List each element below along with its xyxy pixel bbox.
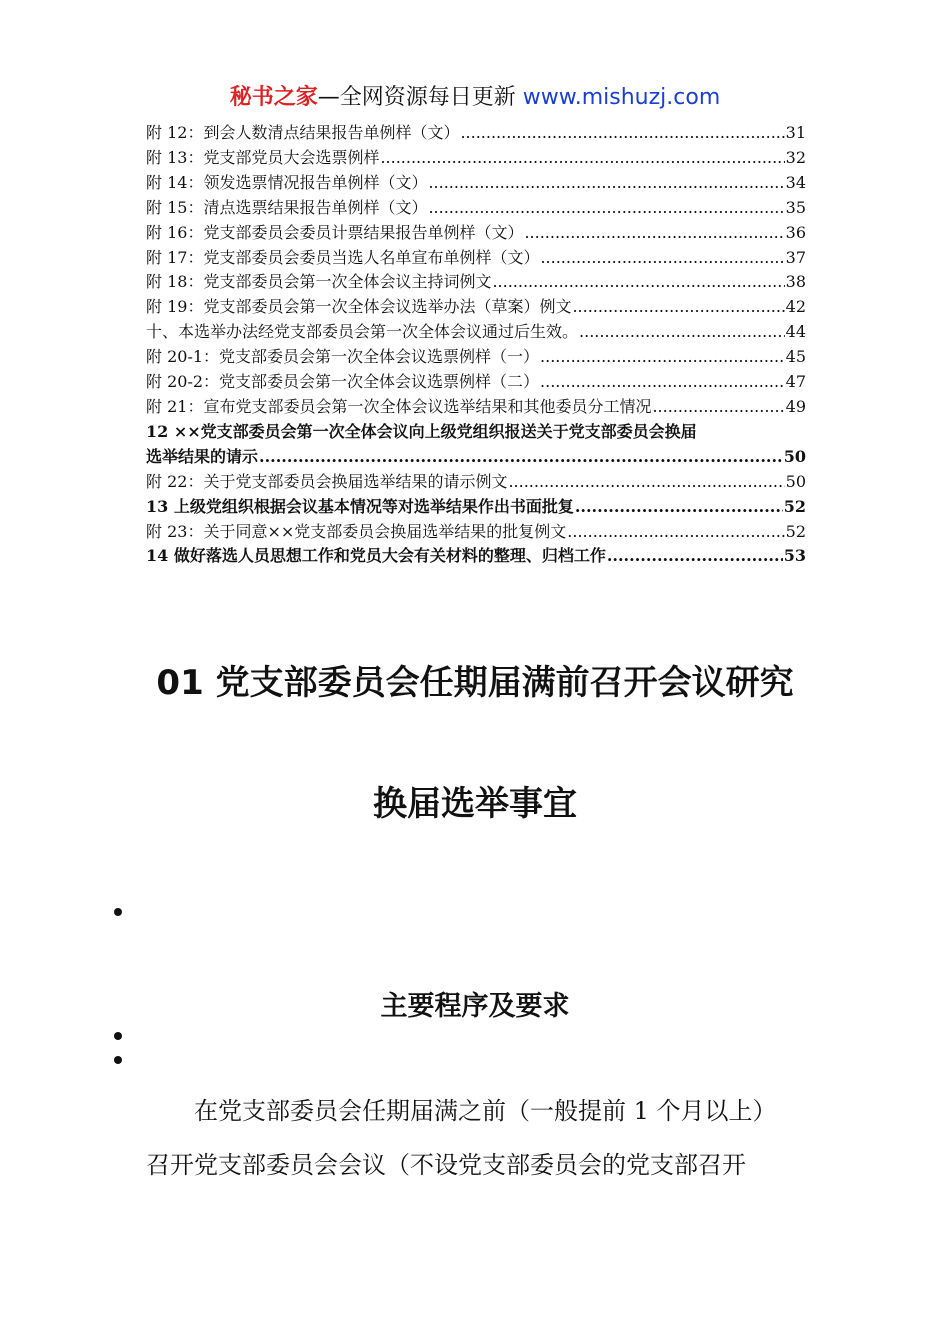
toc-leader-dots xyxy=(259,445,783,470)
brand-name: 秘书之家 xyxy=(229,85,318,110)
toc-entry-title: 附 18：党支部委员会第一次全体会议主持词例文 xyxy=(146,272,492,292)
toc-entry[interactable] xyxy=(146,395,806,420)
toc-entry[interactable] xyxy=(146,171,806,196)
toc-entry-page: 52 xyxy=(783,496,806,516)
toc-entry[interactable] xyxy=(146,270,806,295)
toc-entry[interactable] xyxy=(146,470,806,495)
toc-entry[interactable] xyxy=(146,146,806,171)
toc-entry-page: 52 xyxy=(785,521,806,541)
toc-entry[interactable] xyxy=(146,121,806,146)
bullet-marker xyxy=(114,908,122,916)
toc-entry-page: 34 xyxy=(785,172,806,192)
toc-leader-dots xyxy=(428,196,784,221)
toc-leader-dots xyxy=(652,395,784,420)
toc-entry-title: 附 17：党支部委员会委员当选人名单宣布单例样（文） xyxy=(146,247,540,267)
toc-leader-dots xyxy=(540,246,784,271)
toc-entry-title: 附 13：党支部党员大会选票例样 xyxy=(146,147,380,167)
toc-entry-page: 32 xyxy=(785,147,806,167)
section-heading-line1: 01 党支部委员会任期届满前召开会议研究 xyxy=(156,663,794,703)
toc-entry-title: 十、本选举办法经党支部委员会第一次全体会议通过后生效。 xyxy=(146,322,579,342)
toc-entry-title: 附 23：关于同意××党支部委员会换届选举结果的批复例文 xyxy=(146,521,567,541)
toc-leader-dots xyxy=(508,470,784,495)
toc-leader-dots xyxy=(607,544,783,569)
paragraph-line2: 召开党支部委员会会议（不设党支部委员会的党支部召开 xyxy=(146,1151,746,1179)
toc-entry-page: 50 xyxy=(785,471,806,491)
bullet-marker xyxy=(114,1056,122,1064)
toc-entry-title: 附 20-2：党支部委员会第一次全体会议选票例样（二） xyxy=(146,372,540,392)
toc-leader-dots xyxy=(579,320,785,345)
toc-entry-title: 附 20-1：党支部委员会第一次全体会议选票例样（一） xyxy=(146,347,540,367)
site-slogan: —全网资源每日更新 xyxy=(317,85,523,110)
toc-leader-dots xyxy=(567,520,784,545)
toc-entry-title: 附 19：党支部委员会第一次全体会议选举办法（草案）例文 xyxy=(146,297,572,317)
toc-entry-page: 38 xyxy=(785,272,806,292)
toc-leader-dots xyxy=(492,270,784,295)
toc-entry-title: 选举结果的请示 xyxy=(146,446,259,466)
toc-entry-page: 31 xyxy=(785,123,806,142)
toc-entry[interactable] xyxy=(146,196,806,221)
toc-entry-multiline-line1[interactable] xyxy=(146,420,806,445)
toc-entry[interactable] xyxy=(146,544,806,569)
paragraph-line1: 在党支部委员会任期届满之前（一般提前 1 个月以上） xyxy=(194,1097,777,1125)
toc-entry[interactable] xyxy=(146,246,806,271)
toc-entry-title: 附 21：宣布党支部委员会第一次全体会议选举结果和其他委员分工情况 xyxy=(146,396,652,416)
toc-leader-dots xyxy=(540,345,785,370)
toc-leader-dots xyxy=(572,295,784,320)
subheading: 主要程序及要求 xyxy=(380,991,570,1022)
toc-entry-page: 47 xyxy=(785,372,806,392)
toc-entry-title: 附 15：清点选票结果报告单例样（文） xyxy=(146,197,428,217)
toc-entry[interactable] xyxy=(146,370,806,395)
toc-entry-title: 附 14：领发选票情况报告单例样（文） xyxy=(146,172,428,192)
toc-entry-page: 36 xyxy=(785,222,806,242)
toc-entry-page: 49 xyxy=(785,396,806,416)
toc-entry-page: 53 xyxy=(783,546,806,566)
toc-leader-dots xyxy=(524,221,784,246)
toc-leader-dots xyxy=(460,121,784,146)
bullet-marker xyxy=(114,1032,122,1040)
toc-entry[interactable] xyxy=(146,320,806,345)
toc-entry-page: 50 xyxy=(783,446,806,466)
toc-entry-multiline-line2[interactable] xyxy=(146,445,806,470)
toc-entry-title: 13 上级党组织根据会议基本情况等对选举结果作出书面批复 xyxy=(146,496,574,516)
site-url-link[interactable]: www.mishuzj.com xyxy=(522,85,721,110)
toc-entry-title: 14 做好落选人员思想工作和党员大会有关材料的整理、归档工作 xyxy=(146,546,606,566)
toc-entry[interactable] xyxy=(146,495,806,520)
toc-leader-dots xyxy=(540,370,785,395)
toc-entry[interactable] xyxy=(146,345,806,370)
toc-entry-title: 12 ××党支部委员会第一次全体会议向上级党组织报送关于党支部委员会换届 xyxy=(146,421,697,441)
toc-entry-title: 附 12：到会人数清点结果报告单例样（文） xyxy=(146,123,460,142)
toc-entry-page: 45 xyxy=(785,347,806,367)
section-heading-line2: 换届选举事宜 xyxy=(373,784,577,824)
toc-leader-dots xyxy=(380,146,784,171)
toc-entry[interactable] xyxy=(146,520,806,545)
toc-entry-title: 附 22：关于党支部委员会换届选举结果的请示例文 xyxy=(146,471,508,491)
toc-entry-page: 37 xyxy=(785,247,806,267)
toc-entry-title: 附 16：党支部委员会委员计票结果报告单例样（文） xyxy=(146,222,524,242)
toc-entry[interactable] xyxy=(146,221,806,246)
body-paragraph xyxy=(146,1084,826,1192)
toc-entry-page: 35 xyxy=(785,197,806,217)
table-of-contents xyxy=(146,121,806,569)
toc-entry[interactable] xyxy=(146,295,806,320)
site-header xyxy=(0,80,950,111)
toc-entry-page: 42 xyxy=(785,297,806,317)
toc-leader-dots xyxy=(575,495,783,520)
toc-entry-page: 44 xyxy=(785,322,806,342)
toc-leader-dots xyxy=(428,171,784,196)
